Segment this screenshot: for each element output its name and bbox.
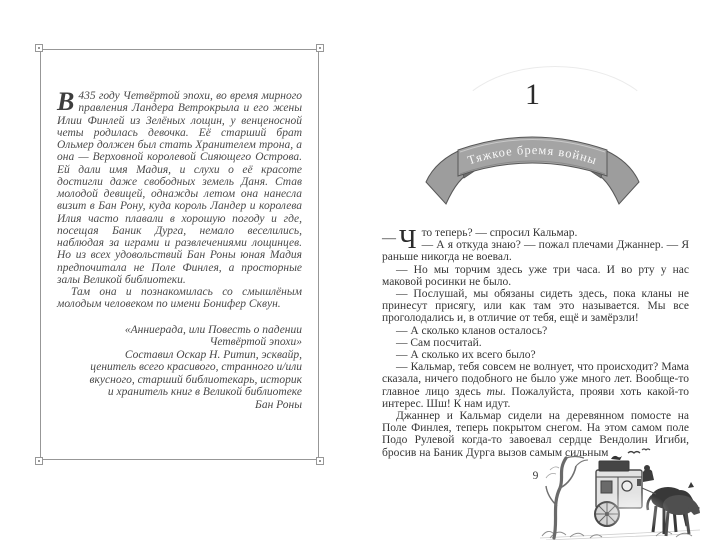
dropcap-letter: Ч: [399, 224, 417, 254]
chapter-title: Тяжкое бремя войны: [465, 142, 600, 168]
dialogue-paragraph: то теперь? — спросил Кальмар.: [421, 227, 578, 239]
dialogue-paragraph: — Сам посчитай.: [396, 336, 482, 349]
prologue-paragraph-text: 435 году Четвёртой эпохи, во время мирного правления Ландера Ветрокрыла и его жены Илии Финлей из Зелёных лощин, у венценосной четы родилась девочка. Её старший брат Ольмер должен был стать Хранителем трона, а она — Верховной королевой Сияющего Острова. Ей дали имя Мадия, и слухи о её красоте достигли даже свободных земель Даня. Став молодой девицей, однажды летом она нанесла визит в Бан Рону, куда король Ландер и королева Илия часто плавали в хорошую погоду и где, посещая Баник Дурга, немало веселились, наблюдая за играми и развлечениями лощинцев. Но из всех удовольствий Бан Роны юная Мадия предпочитала не Поле Финлея, а просторные залы Великой библиотеки.: [57, 90, 302, 286]
frame-corner-ornament: [35, 44, 43, 52]
dialogue-paragraph: — А сколько их всего было?: [396, 349, 536, 362]
dialogue-paragraph: [382, 361, 689, 410]
dialogue-text: . Пожалуйста, прояви хоть какой-то интерес. Шш! К нам идут.: [382, 385, 689, 410]
dialogue-paragraph: — Но мы торчим здесь уже три часа. И во рту у нас маковой росинки не было.: [382, 263, 689, 288]
dropcap-letter: В: [57, 87, 75, 116]
attribution-line: Составил Оскар Н. Ритип, эсквайр,: [124, 348, 302, 361]
chapter-number: 1: [525, 78, 540, 111]
dropcap-group: [382, 224, 417, 254]
page-number: 9: [532, 470, 539, 482]
em-dash: —: [382, 230, 396, 246]
dialogue-paragraph: — А сколько кланов осталось?: [396, 324, 548, 337]
frame-corner-ornament: [35, 457, 43, 465]
frame-corner-ornament: [316, 44, 324, 52]
attribution-line: Четвёртой эпохи»: [209, 336, 302, 349]
attribution-block: [57, 324, 302, 412]
dialogue-paragraph: — Послушай, мы обязаны сидеть здесь, пока кланы не принесут присягу, или как там это называется. Мы все проголодались и, в отличие от тебя, ещё и замёрзли!: [382, 288, 689, 325]
attribution-line: ценитель всего красивого, странного и/или: [90, 361, 302, 374]
ribbon-banner-icon: [420, 120, 645, 208]
chapter-title-ribbon: [420, 120, 645, 208]
prologue-paragraph: [57, 87, 302, 286]
attribution-line: вкусного, старший библиотекарь, историк: [89, 373, 302, 386]
stagecoach-horses-tree-sketch-icon: [540, 448, 702, 540]
watermark-overlay: [594, 492, 670, 532]
right-page-text: [382, 224, 689, 459]
dialogue-opening: [382, 224, 689, 264]
dialogue-paragraph: — А я откуда знаю? — пожал плечами Джаннер. — Я раньше никогда не воевал.: [382, 239, 689, 264]
attribution-line: «Анниерада, или Повесть о падении: [124, 323, 302, 336]
emphasized-word: ты: [486, 385, 503, 398]
attribution-line: Бан Роны: [255, 399, 302, 412]
dialogue-text: — Кальмар, тебя совсем не волнует, что происходит? Мама сказала, ничего подобного не было уже много лет. Вообще-то главное лицо здесь: [382, 361, 689, 398]
stagecoach-illustration: [540, 448, 702, 540]
attribution-line: и хранитель книг в Великой библиотеке: [107, 386, 302, 399]
narrative-paragraph: Джаннер и Кальмар сидели на деревянном помосте на Поле Финлея, теперь покрытом снегом. На этом самом поле Подо Рулевой когда-то завоевал сердце Вендолин Игиби, бросив на Баник Дурга вызов самым сильным: [382, 410, 689, 459]
left-page-text: [57, 87, 302, 412]
frame-corner-ornament: [316, 457, 324, 465]
prologue-paragraph: Там она и познакомилась со смышлёным молодым человеком по имени Бонифер Сквун.: [57, 286, 302, 311]
